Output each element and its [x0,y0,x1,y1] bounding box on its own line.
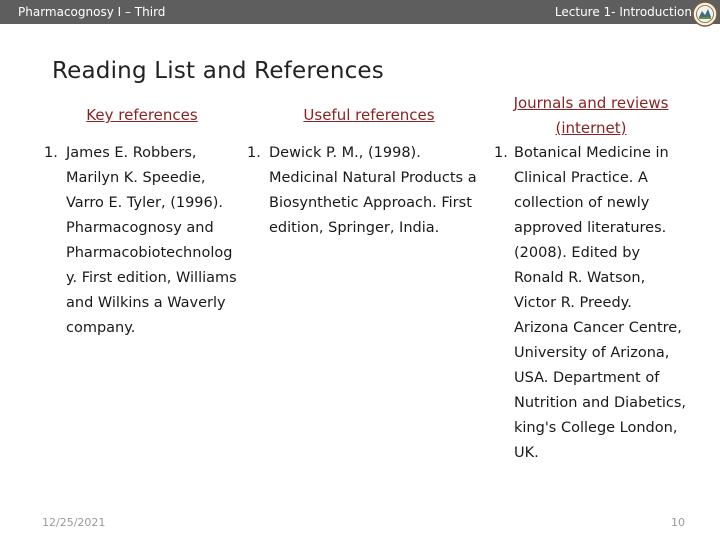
reference-text [514,141,686,466]
useful-reference-1 [247,141,487,251]
reference-number: 1. [247,145,261,161]
reference-line: (2008). Edited by [514,245,641,261]
reference-line: collection of newly [514,195,650,211]
reference-line: Clinical Practice. A [514,170,648,186]
reference-line: Pharmacobiotechnolog [66,245,233,261]
reference-line: y. First edition, Williams [66,270,237,286]
lecture-title: Lecture 1- Introduction [554,5,692,19]
reference-line: Varro E. Tyler, (1996). [66,195,224,211]
university-seal-icon [690,0,720,28]
reference-number: 1. [44,145,58,161]
reference-line: Victor R. Preedy. [514,295,632,311]
reference-line: Biosynthetic Approach. First [269,195,472,211]
reference-line: and Wilkins a Waverly [66,295,226,311]
course-title: Pharmacognosy I – Third [18,5,166,19]
heading-journals-line-1: Journals and reviews [513,94,669,112]
reference-line: University of Arizona, [514,345,670,361]
reference-line: Pharmacognosy and [66,220,214,236]
key-reference-1 [44,141,254,341]
reference-number: 1. [494,145,508,161]
reference-line: Marilyn K. Speedie, [66,170,206,186]
heading-useful-references: Useful references [303,106,435,124]
reference-text [66,141,237,341]
reference-line: edition, Springer, India. [269,220,440,236]
slide-number: 10 [671,516,685,529]
reference-line: approved literatures. [514,220,667,236]
heading-journals-line-2: (internet) [555,119,627,137]
reference-text [269,141,477,241]
slide-title: Reading List and References [52,58,384,84]
reference-line: Nutrition and Diabetics, [514,395,687,411]
reference-line: Arizona Cancer Centre, [514,320,682,336]
reference-line: Medicinal Natural Products a [269,170,477,186]
reference-line: company. [66,320,136,336]
reference-line: James E. Robbers, [66,145,197,161]
reference-line: Dewick P. M., (1998). [269,145,421,161]
journal-reference-1 [494,141,714,471]
reference-line: king's College London, [514,420,678,436]
reference-line: USA. Department of [514,370,660,386]
reference-line: Ronald R. Watson, [514,270,646,286]
heading-key-references: Key references [86,106,198,124]
reference-line: Botanical Medicine in [514,145,669,161]
slide-date: 12/25/2021 [42,516,106,529]
reference-line: UK. [514,445,539,461]
header-bar [0,0,720,24]
